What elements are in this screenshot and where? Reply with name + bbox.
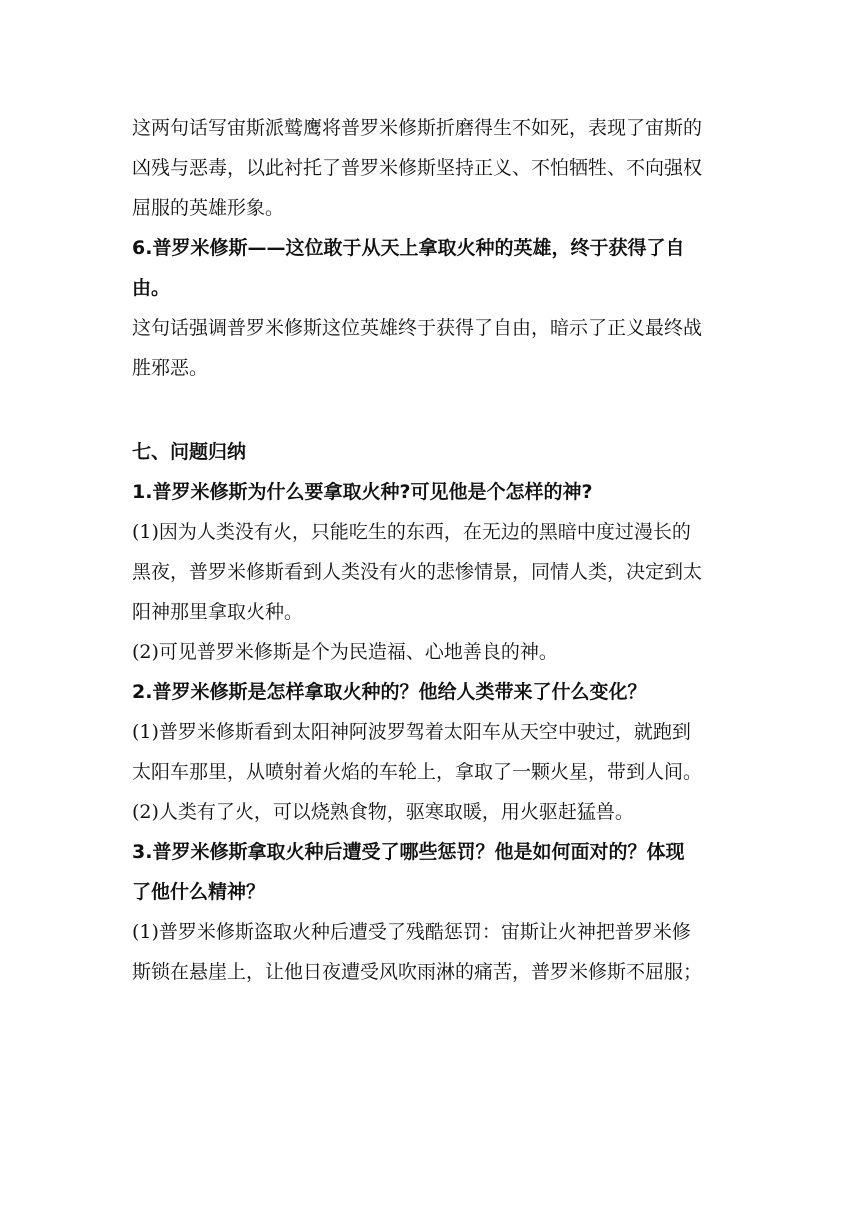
section-heading: 七、问题归纳 bbox=[132, 441, 247, 463]
document-body bbox=[132, 108, 732, 992]
question-3: 3.普罗米修斯拿取火种后遭受了哪些惩罚？他是如何面对的？体现 bbox=[132, 841, 685, 863]
answer-line: (2)人类有了火，可以烧熟食物，驱寒取暖，用火驱赶猛兽。 bbox=[132, 801, 634, 823]
answer-line: 阳神那里拿取火种。 bbox=[132, 601, 304, 623]
question-2: 2.普罗米修斯是怎样拿取火种的？他给人类带来了什么变化？ bbox=[132, 681, 647, 703]
answer-line: (1)普罗米修斯看到太阳神阿波罗驾着太阳车从天空中驶过，就跑到 bbox=[132, 721, 691, 743]
body-text-line: 凶残与恶毒，以此衬托了普罗米修斯坚持正义、不怕牺牲、不向强权 bbox=[132, 157, 703, 179]
question-3-continued: 了他什么精神？ bbox=[132, 881, 266, 903]
body-text-line: 这两句话写宙斯派鹫鹰将普罗米修斯折磨得生不如死，表现了宙斯的 bbox=[132, 117, 703, 139]
answer-line: (1)因为人类没有火，只能吃生的东西，在无边的黑暗中度过漫长的 bbox=[132, 521, 691, 543]
answer-line: 黑夜，普罗米修斯看到人类没有火的悲惨情景，同情人类，决定到太 bbox=[132, 561, 703, 583]
section-spacer bbox=[132, 388, 732, 432]
key-sentence-6: 6.普罗米修斯——这位敢于从天上拿取火种的英雄，终于获得了自 bbox=[132, 237, 685, 259]
answer-line: (2)可见普罗米修斯是个为民造福、心地善良的神。 bbox=[132, 641, 558, 663]
body-text-line: 这句话强调普罗米修斯这位英雄终于获得了自由，暗示了正义最终战 bbox=[132, 317, 703, 339]
answer-line: 斯锁在悬崖上，让他日夜遭受风吹雨淋的痛苦，普罗米修斯不屈服； bbox=[132, 961, 703, 983]
question-1: 1.普罗米修斯为什么要拿取火种?可见他是个怎样的神? bbox=[132, 481, 593, 503]
key-sentence-6-continued: 由。 bbox=[132, 277, 171, 299]
body-text-line: 屈服的英雄形象。 bbox=[132, 197, 285, 219]
answer-line: (1)普罗米修斯盗取火种后遭受了残酷惩罚：宙斯让火神把普罗米修 bbox=[132, 921, 691, 943]
answer-line: 太阳车那里，从喷射着火焰的车轮上，拿取了一颗火星，带到人间。 bbox=[132, 761, 703, 783]
body-text-line: 胜邪恶。 bbox=[132, 357, 209, 379]
